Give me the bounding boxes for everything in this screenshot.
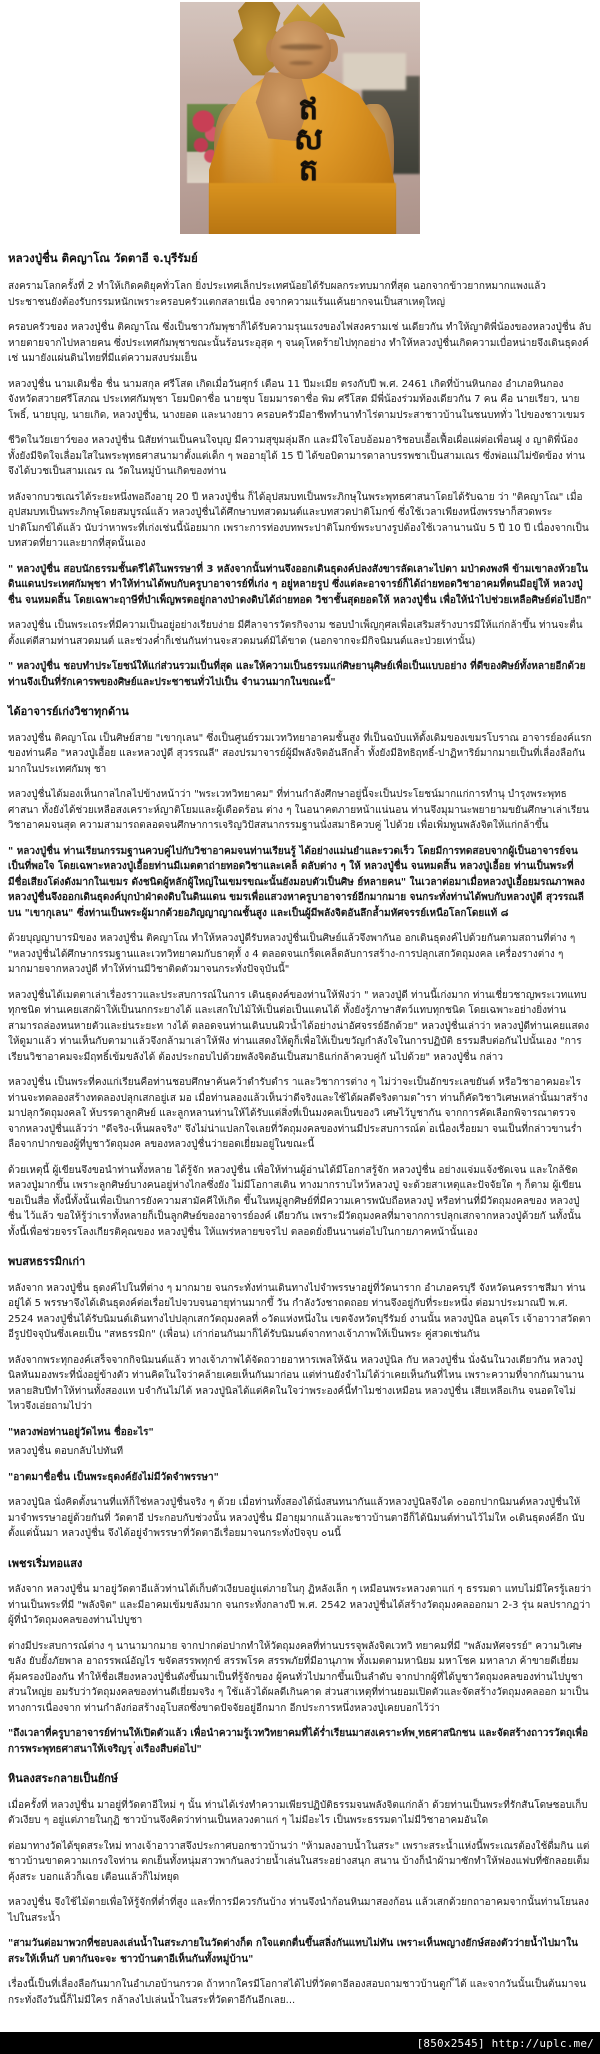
source-url-label[interactable]: http://uplc.me/: [491, 2036, 594, 2050]
article-quote: " หลวงปู่ชื่น ท่านเรียนกรรมฐานควบคู่ไปกับวิชาอาคมจนท่านเรียนรู้ ได้อย่างแม่นยำและรวดเร็ว โดยมีการทดสอบจากผู้เป็นอาจารย์จนเป็นที่พอใจ โดยเฉพาะหลวงปู่เอื้อยท่านมีเมตตาถ่ายทอดวิชาและเคล็ ดลับต่าง ๆ ให้ หลวงปู่ชื่น จนหมดสิ้น หลวงปู่เอื้อย ท่านเป็นพระที่มีชื่อเสียงโด่งดังมากในเขมร ดังชนิดผู้หลักผู้ใหญ่ในเขมรขณะนั้นยังมอบตัวเป็นศิษ ย์หลายคน" ในเวลาต่อมาเมื่อหลวงปู่เอื้อยมรณภาพลง หลวงปู่ชื่นจึงออกเดินธุดงค์บุกป่าฝ่าดงดิบในดินแดน ขมรเพื่อแสวงหาครูบาอาจารย์อีกมากมาย จนกระทั่งท่านได้พบกับหลวงปู่ดี สุวรรณลี บน "เขากุเลน" ซึ่งท่านเป็นพระผู้มากด้วยอภิญญาญาณชั้นสูง และเป็นผู้มีพลังจิตอันลึกล้ำมหัศจรรย์เหนือโลกโดยแท้ ๘: [8, 845, 585, 919]
article-body: [0, 234, 600, 2008]
section-heading: เพชรเริ่มทอแสง: [8, 1556, 83, 1570]
article-paragraph: ด้วยเหตุนี้ ผู้เขียนจึงขอนำท่านทั้งหลาย ได้รู้จัก หลวงปู่ชื่น เพื่อให้ท่านผู้อ่านได้มีโอกาสรู้จัก หลวงปู่ชื่น อย่างแจ่มแจ้งชัดเจน และใกล้ชิดหลวงปู่มากขึ้น เพราะลูกศิษย์บางคนอยู่ห่างไกลซึ่งยัง ไม่มีโอกาสเดิน ทางมากราบไหว้หลวงปู่ จะด้วยสาเหตุและปัจจัยใด ๆ ก็ตาม ผู้เขียนขอเป็นสื่อ ทั้งนี้ทั้งนั้นเพื่อเป็นการยังความสามัคคีให้เกิด ขึ้นในหมู่ลูกศิษย์ที่มีความเคารพนับถือหลวงปู่ หรือท่านที่มีวัตถุมงคลของ หลวงปู่ชื่น ไว้แล้ว ขอให้รู้ว่าเราทั้งหลายก็เป็นลูกศิษย์ของอาจารย์องค์ เดียวกัน เพราะมีวัตถุมงคลที่มาจากการปลุกเสกจากหลวงปู่ด้วยกั นทั้งนั้น ทั้งนี้เพื่อช่วยจรรโลงเกียรติคุณของ หลวงปู่ชื่น ให้แพร่หลายขจรไป ตลอดยั่งยืนนานต่อไปในกายภาคหน้านั้นเอง: [8, 1164, 582, 1238]
article-paragraph: ครอบครัวของ หลวงปู่ชื่น ติคญาโณ ซึ่งเป็นชาวกัมพุชาก็ได้รับความรุนแรงของไฟสงครามเช่ นเดียวกัน ทำให้ญาติพี่น้องของหลวงปู่ชื่น ลับหายตายจากไปหลายคน ซึ่งประเทศกัมพุชาขณะนั้นร้อนระอุสุด ๆ จนดุโหดร้ายไปทุกอย่าง ทำให้หลวงปู่ชื่นเกิดความเบื่อหน่ายจึงเดินธุดงค์เช่ นมายังแผ่นดินไทยที่มีแต่ความสงบร่มเย็น: [8, 322, 592, 365]
article-paragraph: หลวงปู่ชื่น ตอบกลับไปทันที: [8, 1446, 124, 1458]
article-paragraph: เรื่องนี้เป็นที่เลื่องลือกันมากในอำเภอบ้านกรวด ถ้าหากใครมีโอกาสได้ไปที่วัดตาอีลองสอบถามชาวบ้านดูก ็ได้ และจากวันนั้นเป็นต้นมาจนกระทั่งถึงวันนี้ก็ไม่มีใคร กล้าลงไปเล่นน้ำในสระที่วัดตาอีกันอีกเลย...: [8, 1979, 587, 2006]
article-paragraph: หลวงปู่ชื่นได้มองเห็นกาลไกลไปข้างหน้าว่า "พระเวทวิทยาคม" ที่ท่านกำลังศึกษาอยู่นี้จะเป็นประโยชน์มากแก่การทำนุ บำรุงพระพุทธศาสนา ทั้งยังได้ช่วยเหลือสงเคราะห์ญาติโยมและผู้เดือดร้อน ต่าง ๆ ในอนาคตภายหน้าแน่นอน ท่านจึงมุมานะพยายามขยันศึกษาเล่าเรียนวิชาอาคมจนสุด ความสามารถตลอดจนศึกษาการเจริญวิปัสสนากรรมฐานนั่งสมาธิควบคู่ ไปด้วย เพื่อเพิ่มพูนพลังจิตให้แก่กล้าขึ้น: [8, 789, 589, 832]
article-paragraph: ต่างมีประสบการณ์ต่าง ๆ นานามากมาย จากปากต่อปากทำให้วัตถุมงคลที่ท่านบรรจุพลังจิตเวทวิ ทยาคมที่มี "พลังมหัศจรรย์" ความวิเศษขลัง ยับยั้งภัยพาล อาถรรพณ์อัญไร ขจัดสรรพทุกข์ สรรพโรค สรรพภัยที่มีอานุภาพ ทั้งเมตตามหานิยม มหาโชค มหาลาภ ค้าขายดีเยี่ยม คุ้มครองป้องกัน ทำให้ชื่อเสียงหลวงปู่ชื่นดังขึ้นมาเป็นที่รู้จักของ ผู้คนทั่วไปมากขึ้นเป็นลำดับ จากปากผู้ที่ได้บูชาวัตถุมงคลของท่านไปบูชาส่วนใหญ่ย อมรับว่าวัตถุมงคลของท่านดีเยี่ยมจริง ๆ ใช้แล้วได้ผลดีเกินคาด ส่วนสาเหตุที่ท่านยอมเปิดตัวและจัดสร้างวัตถุมงคลออก มาเป็นทางการเนื่องจาก ท่านกำลังก่อสร้างอุโบสถซึ่งขาดปัจจัยอยู่อีกมาก อีกประการหนึ่งหลวงปู่เคยบอกไว้ว่า: [8, 1640, 589, 1714]
image-info-footer-bar: [0, 2032, 600, 2054]
article-paragraph: ต่อมาทางวัดได้ขุดสระใหม่ ทางเจ้าอาวาสจึงประกาศบอกชาวบ้านว่า "ห้ามลงอาบน้ำในสระ" เพราะสระน้ำแห่งนี้พระเณรต้องใช้ดื่มกิน แต่ชาวบ้านขาดความเกรงใจท่าน ตกเย็นทั้งหนุ่มสาวพากันลงว่ายน้ำเล่นในสระอย่างสนุก สนาน บ้างก็นำผ้ามาซักทำให้ฟองแฟบที่ซักลอยเต็มคุ้งสระ บอกแล้วก็เฉย เตือนแล้วก็ไม่หยุด: [8, 1840, 590, 1883]
article-quote: "ถึงเวลาที่ครูบาอาจารย์ท่านให้เปิดตัวแล้ว เพื่อนำความรู้เวทวิทยาคมที่ได้ร่ำเรียนมาสงเคราะห์พ ุทธศาสนิกชน และจัดสร้างถาวรวัตถุเพื่อการพระพุทธศาสนาให้เจริญรุ ่งเรืองสืบต่อไป": [8, 1728, 589, 1755]
article-paragraph: หลังจากพระทุกองค์เสร็จจากกิจนิมนต์แล้ว ทางเจ้าภาพได้จัดถวายอาหารเพลให้ฉัน หลวงปู่นิล กับ หลวงปู่ชื่น นั่งฉันในวงเดียวกัน หลวงปู่นิลหันมองพระที่นั่งอยู่ข้างตัว ท่านคิดในใจว่าคล้ายเคยเห็นกันมาก่อน แต่ท่านยังจำไม่ได้ว่าเคยเห็นกันที่ไหน เพราะความที่จากกันมานานหลายสิบปีทำให้ท่านทั้งสองแท บจำกันไม่ได้ หลวงปู่นิลได้แต่คิดในใจว่าพระองค์นี้ทำไมช่างเหมือน หลวงปู่ชื่น เสียเหลือเกิน จนอดใจไม่ไหวจึงเอ่ยถามไปว่า: [8, 1354, 585, 1413]
image-dimensions-label: [850x2545]: [416, 2036, 485, 2050]
article-paragraph: หลวงปู่นิล นั่งคิดตั้งนานที่แท้ก็ใช่หลวงปู่ชื่นจริง ๆ ด้วย เมื่อท่านทั้งสองได้นั่งสนทนากันแล้วหลวงปู่นิลจึงได ๐ออกปากนิมนต์หลวงปู่ชื่นให้มาจำพรรษาอยู่ด้วยกันที่ วัดตาอี ประกอบกับช่วงนั้น หลวงปู่ชื่น มีอายุมากแล้วและชาวบ้านตาอีก็ได้นิมนต์ท่านไว้ไม่ให ๐เดินธุดงค์อีก นับตั้งแต่นั้นมา หลวงปู่ชื่น จึงได้อยู่จำพรรษาที่วัดตาอีเรื่อยมาจนกระทั่งปัจจุบ ๐นนี้: [8, 1497, 585, 1540]
article-blocks: [8, 279, 592, 2008]
article-paragraph: หลวงปู่ชื่น เป็นพระที่คงแก่เรียนคือท่านชอบศึกษาค้นคว้าตำรับตำร าและวิชาการต่าง ๆ ไม่ว่าจะเป็นอักขระเลขยันต์ หรือวิชาอาคมอะไรท่านจะทดลองสร้างทดลองปลุกเสกอยู่เส มอ เมื่อท่านลองแล้วเห็นว่าดีจริงและใช้ได้ผลดีจริงตามต ำรา ท่านก็คัดวิชาวิเศษเหล่านั้นมาสร้างมาปลุกวัตถุมงคลใ ห้บรรดาลูกศิษย์ และลูกหลานท่านให้ได้รับแต่สิ่งที่เป็นมงคลเป็นของวิ เศษไว้บูชากัน จากการคัดเลือกพิจารณาตรวจจากหลวงปู่ชื่นแล้วว่า "ดีจริง-เห็นผลจริง" จึงไม่น่าแปลกใจเลยที่วัตถุมงคลของท่านมีประสบการณ์ต ่อเนื่องเรื่อยมา จนเป็นที่กล่าวขานร่ำลือจากปากของผู้ที่บูชาวัตถุมงค ลของหลวงปู่ชื่นว่ายอดเยี่ยมอยู่ในขณะนี้: [8, 1077, 588, 1151]
article-paragraph: ชีวิตในวัยเยาว์ของ หลวงปู่ชื่น นิสัยท่านเป็นคนใจบุญ มีความสุขุมลุ่มลึก และมีใจโอบอ้อมอาริชอบเอื้อเฟื้อเผื่อแผ่ต่อเพื่อนฝู ง ญาติพี่น้อง ทั้งยังมีจิตใจเลื่อมใสในพระพุทธศาสนามาตั้งแต่เด็ก ๆ พออายุได้ 15 ปี ได้ขอบิดามารดาลาบรรพชาเป็นสามเณร ซึ่งพ่อแม่ไม่ขัดข้อง ท่านจึงได้บวชเป็นสามเณร ณ วัดในหมู่บ้านเกิดของท่าน: [8, 435, 586, 478]
section-heading: หินลงสระกลายเป็นยักษ์: [8, 1772, 119, 1786]
article-quote: "อาตมาชื่อชื่น เป็นพระธุดงค์ยังไม่มีวัดจำพรรษา": [8, 1471, 219, 1483]
article-paragraph: เมื่อครั้งที่ หลวงปู่ชื่น มาอยู่ที่วัดตาอีใหม่ ๆ นั้น ท่านได้เร่งทำความเพียรปฏิบัติธรรมจนพลังจิตแก่กล้า ด้วยท่านเป็นพระที่รักสันโดษชอบเก็บตัวเงียบ ๆ อยู่แต่ภายในกุฏิ ชาวบ้านจึงคิดว่าท่านเป็นหลวงตาแก่ ๆ ไม่มีอะไร เป็นพระธรรมดาไม่มีวิชาอาคมอันใด: [8, 1799, 588, 1827]
article-paragraph: สงครามโลกครั้งที่ 2 ทำให้เกิดคติยุคทั่วโลก ยิ่งประเทศเล็กประเทศน้อยได้รับผลกระทบมากที่สุด นอกจากข้าวยากหมากแพงแล้ว ประชาชนยังต้องรับกรรมหนักเพราะครอบครัวแตกสลายเนื่อ งจากความแร้นแค้นยากจนเป็นสาเหตุใหญ่: [8, 281, 546, 308]
photo-monk-lap: [209, 183, 396, 234]
photo-khmer-script-overlay: [294, 91, 323, 188]
script-line-3: ត: [299, 152, 319, 188]
article-quote: " หลวงปู่ชื่น สอบนักธรรมชั้นตรีได้ในพรรษาที่ 3 หลังจากนั้นท่านจึงออกเดินธุดงค์ปลงสังขารลัดเลาะไปตา มป่าดงพงพี ข้ามเขาลงห้วยในดินแดนประเทศกัมพุชา ทำให้ท่านได้พบกับครูบาอาจารย์ที่เก่ง ๆ อยู่หลายรูป ซึ่งแต่ละอาจารย์ก็ได้ถ่ายทอดวิชาอาคมที่ตนมีอยู่ให้ หลวงปู่ชื่น จนหมดสิ้น โดยเฉพาะฤาษีที่บำเพ็ญพรตอยู่กลางป่าดงดิบได้ถ่ายทอด วิชาชั้นสุดยอดให้ หลวงปู่ชื่น เพื่อให้นำไปช่วยเหลือศิษย์ต่อไปอีก": [8, 563, 592, 606]
article-paragraph: หลังจากบวชเณรได้ระยะหนึ่งพอถึงอายุ 20 ปี หลวงปู่ชื่น ก็ได้อุปสมบทเป็นพระภิกษุในพระพุทธศาสนาโดยได้รับฉาย ว่า "ติคญาโณ" เมื่ออุปสมบทเป็นพระภิกษุโดยสมบูรณ์แล้ว หลวงปู่ชื่นได้ศึกษาบทสวดมนต์และบทสวดปาติโมกข์ ซึ่งใช้เวลาเพียงหนึ่งพรรษาก็สวดพระปาติโมกข์ได้แล้ว นับว่าหาพระที่เก่งเช่นนี้น้อยมาก เพราะการท่องบทพระปาติโมกข์พระบางรูปต้องใช้เวลานานนับ 5 ปี 10 ปี เนื่องจากเป็นบทสวดที่ยาวและยากที่สุดนั้นเอง: [8, 491, 589, 550]
photo-monk-head: [271, 21, 331, 79]
article-paragraph: หลังจาก หลวงปู่ชื่น มาอยู่วัดตาอีแล้วท่านได้เก็บตัวเงียบอยู่แต่ภายในกุ ฏิหลังเล็ก ๆ เหมือนพระหลวงตาแก่ ๆ ธรรมดา แทบไม่มีใครรู้เลยว่าท่านเป็นพระที่มี "พลังจิต" และมีอาคมเข้มขลังมาก จนกระทั่งกลางปี พ.ศ. 2542 หลวงปู่ชื่นได้สร้างวัตถุมงคลออกมา 2-3 รุ่น ผลปรากฏว่าผู้ที่นำวัตถุมงคลของท่านไปบูชา: [8, 1584, 592, 1627]
article-paragraph: หลังจาก หลวงปู่ชื่น ธุดงค์ไปในที่ต่าง ๆ มากมาย จนกระทั่งท่านเดินทางไปจำพรรษาอยู่ที่วัดนาราก อำเภอครบุรี จังหวัดนครราชสีมา ท่านอยู่ได้ 5 พรรษาจึงได้เดินธุดงค์ต่อเรื่อยไปจวบจนอายุท่านมากขึ้ วัน กำลังวังชาถดถอย ท่านจึงอยู่กับที่ระยะหนึ่ง ต่อมาประมาณปี พ.ศ. 2524 หลวงปู่ชื่นได้รับนิมนต์เดินทางไปปลุกเสกวัตถุมงคลที่ ๐วัดแห่งหนึ่งใน เขตจังหวัดบุรีรัมย์ งานนั้น หลวงปู่นิล อนุตโร เจ้าอาวาสวัดตาอีรูปปัจจุบันซึ่งเคยเป็น "สหธรรมิก" (เพื่อน) เก่าก่อนกันมาก็ได้รับนิมนต์จากทางเจ้าภาพให้เป็นพระ คู่สวดเช่นกัน: [8, 1282, 591, 1341]
hero-image-area: [0, 0, 600, 234]
article-paragraph: หลวงปู่ชื่นได้เมตตาเล่าเรื่องราวและประสบการณ์ในการ เดินธุดงค์ของท่านให้ฟังว่า " หลวงปู่ดี ท่านนี้เก่งมาก ท่านเชี่ยวชาญพระเวทแทบทุกชนิด ท่านเคยเสกผ้าให้เป็นนกกระยางได้ และเสกใบไม้ให้เป็นต่อเป็นแตนได้ ทั้งยังรู้ภาษาสัตว์แทบทุกชนิด โดยเฉพาะอย่างยิ่งท่านสามารถล่องหนหายตัวและย่นระยะท างได้ ตลอดจนท่านเดินบนผิวน้ำได้อย่างน่าอัศจรรย์อีกด้วย" หลวงปู่ชื่นเล่าว่า หลวงปู่ดีท่านเคยแสดงให้ดูมาแล้ว ท่านเห็นกับตามาแล้วจึงกล้ามาเล่าให้ฟัง ท่านแสดงให้ดูก็เพื่อให้เป็นขวัญกำลังใจในการปฏิบัติ ธรรมสืบต่อกันไปนั้นเอง "การเรียนวิชาอาคมจะมีฤทธิ์เข้มขลังได้ ต้องประกอบไปด้วยพลังจิตอันเป็นสมาธิแก่กล้าควบคู่กั นไปด้วย" หลวงปู่ชื่น กล่าว: [8, 989, 589, 1063]
article-quote: "สามวันต่อมาพวกที่ชอบลงเล่นน้ำในสระภายในวัดต่างก็ต กใจแตกตื่นขึ้นสลิ่งกันแทบไม่ทัน เพราะเห็นพญางยักษ์สองตัวว่ายน้ำไปมาในสระให้เห็นกั บตากันจะจะ ชาวบ้านตาอีเห็นกันทั้งหมู่บ้าน": [8, 1938, 578, 1965]
script-line-2: ស: [294, 122, 323, 158]
footer-info-text: [417, 2037, 594, 2050]
article-paragraph: หลวงปู่ชื่น นามเดิมชื่อ ชื่น นามสกุล ศรีโสต เกิดเมื่อวันศุกร์ เดือน 11 ปีมะเมีย ตรงกับปี พ.ศ. 2461 เกิดที่บ้านหินกอง อำเภอหินกอง จังหวัดสวายศรีโสภณ ประเทศกัมพุชา โยมบิดาชื่อ นายชุบ โยมมารดาชื่อ พิม ศรีโสต มีพี่น้องร่วมท้องเดียวกัน 7 คน คือ นายเรียว, นายโพธิ์, นายบุญ, นายเกิด, หลวงปู่ชื่น, นางยอด และนางยาว ครอบครัวมีอาชีพทำนาทำไร่ตามประสาชาวบ้านในชนบททั่ว ไปของชาวเขมร: [8, 378, 585, 421]
article-paragraph: หลวงปู่ชื่น เป็นพระเถระที่มีความเป็นอยู่อย่างเรียบง่าย มีศีลาจารวัตรกิจงาม ชอบบำเพ็ญกุศลเพื่อเสริมสร้างบารมีให้แก่กล้าขึ้น ท่านจะตื่นตั้งแต่ตีสามท่านสวดมนต์ และช่วงค่ำก็เช่นกันท่านจะสวดมนต์มิได้ขาด (นอกจากจะมีกิจนิมนต์และป่วยเท่านั้น): [8, 620, 583, 647]
page-title: หลวงปู่ชื่น ติคญาโณ วัดตาอี จ.บุรีรัมย์: [8, 251, 198, 265]
article-quote: " หลวงปู่ชื่น ชอบทำประโยชน์ให้แก่ส่วนรวมเป็นที่สุด และให้ความเป็นธรรมแก่ศิษยานุศิษย์เพื่อเป็นแบบอย่าง ที่ดีของศิษย์ทั้งหลายอีกด้วย ท่านจึงเป็นที่รักเคารพของศิษย์และประชาชนทั่วไปเป็น จำนวนมากในขณะนี้": [8, 661, 586, 688]
section-heading: ได้อาจารย์เก่งวิชาทุกด้าน: [8, 705, 129, 719]
photo-cushion: [343, 53, 405, 90]
article-quote: "หลวงพ่อท่านอยู่วัดไหน ชื่ออะไร": [8, 1426, 154, 1438]
article-paragraph: ด้วยบุญญาบารมิของ หลวงปู่ชื่น ติคญาโณ ทำให้หลวงปู่ดีรับหลวงปู่ชื่นเป็นศิษย์แล้วจึงพากันอ อกเดินธุดงค์ไปด้วยกันตามสถานที่ต่าง ๆ "หลวงปู่ชื่นได้ศึกษากรรมฐานและเวทวิทยาคมกับธาตุทั้ ง 4 ตลอดจนเกร็ดเคล็ดลับการสร้าง-การปลุกเสกวัตถุมงคล เครื่องรางต่าง ๆ มากมายจากหลวงปู่ดี ทำให้ท่านมีวิชาติดตัวมาจนกระทั่งปัจจุบันนี้": [8, 933, 576, 976]
monk-portrait-photo[interactable]: [180, 2, 420, 234]
article-paragraph: หลวงปู่ชื่น ติคญาโณ เป็นศิษย์สาย "เขากุเลน" ซึ่งเป็นศูนย์รวมเวทวิทยาอาคมชั้นสูง ที่เป็นฉบับแท้ดั้งเดิมของเขมรโบราณ อาจารย์องค์แรกของท่านคือ "หลวงปู่เอื้อย และหลวงปู่ดี สุวรรณลี" สองปรมาจารย์ผู้มีพลังจิตอันลึกล้ำ ทั้งยังมีอิทธิฤทธิ์-ปาฏิหาริย์มากมายเป็นที่เลื่องลือกันมากในประเทศกัมพุ ชา: [8, 732, 592, 775]
script-line-1: ឥ: [299, 91, 319, 127]
article-paragraph: หลวงปู่ชื่น จึงใช้ไม้ตายเพื่อให้รู้จักที่ต่ำที่สูง และที่การมีควรกันบ้าง ท่านจึงนำก้อนหินมาสองก้อน แล้วเสกด้วยกถาอาคมจากนั้นท่านโยนลงไปในสระน้ำ: [8, 1897, 589, 1924]
section-heading: พบสหธรรมิกเก่า: [8, 1255, 86, 1269]
